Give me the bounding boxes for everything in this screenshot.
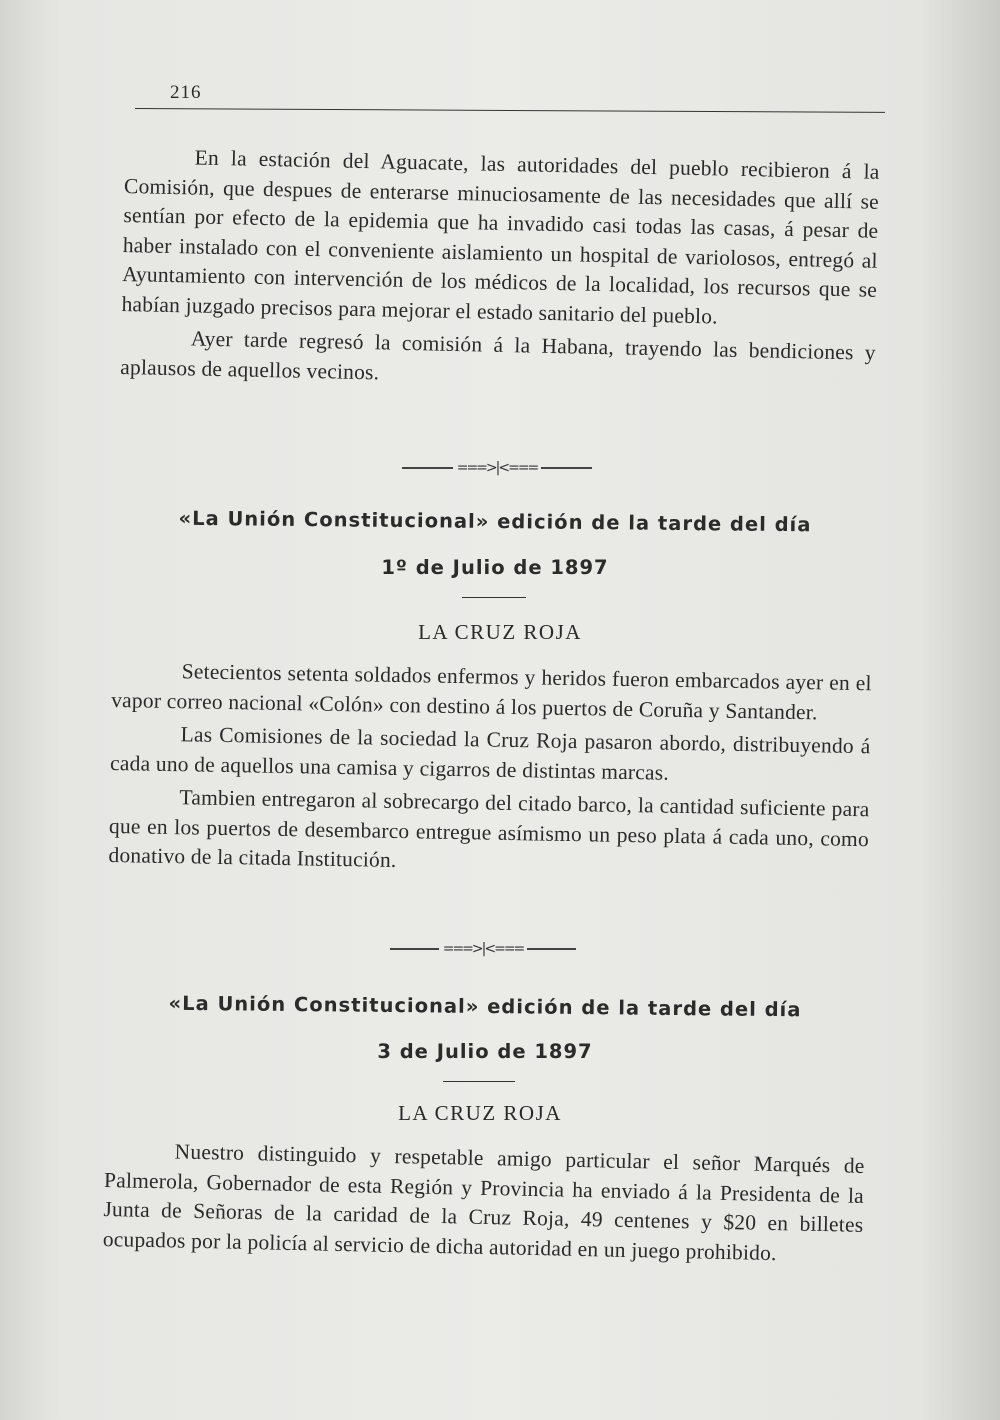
article-subheading: LA CRUZ ROJA [398, 1101, 562, 1125]
article-date: 3 de Julio de 1897 [377, 1040, 593, 1063]
ornament-glyph: ===>|<=== [442, 941, 524, 957]
article-subheading: LA CRUZ ROJA [418, 620, 582, 644]
short-rule [462, 597, 526, 598]
paragraph: Las Comisiones de la sociedad la Cruz Roja pasaron abordo, distribuyendo á cada uno de aquellos una camisa y cigarros de distintas marcas. [109, 722, 871, 785]
article-headline: «La Unión Constitucional» edición de la tarde del día [178, 506, 812, 537]
section-aguacate [120, 142, 880, 398]
short-rule [443, 1081, 515, 1082]
article-body [108, 656, 872, 884]
ornament-divider [390, 942, 576, 956]
ornament-divider [402, 461, 592, 475]
page-number: 216 [170, 82, 202, 103]
header-rule [135, 108, 885, 113]
paragraph: En la estación del Aguacate, las autoridades del pueblo recibieron á la Comisión, que despues de enterarse minuciosamente de las necesidades que allí se sentían por efecto de la epidemia que ha invadido casi todas las casas, á pesar de haber instalado con el conveniente aislamiento un hospital de variolosos, entregó al Ayuntamiento con intervención de los médicos de la localidad, los recursos que se habían juzgado precisos para mejorar el estado sanitario del pueblo. [121, 145, 880, 328]
paragraph: Nuestro distinguido y respetable amigo particular el señor Marqués de Palmerola, Gobernador de esta Región y Provincia ha enviado á la Presidenta de la Junta de Señoras de la caridad de la Cruz Roja, 49 centenes y $20 en billetes ocupados por la policía al servicio de dicha autoridad en un juego prohibido. [102, 1139, 865, 1265]
paragraph: Tambien entregaron al sobrecargo del citado barco, la cantidad suficiente para que en los puertos de desembarco entregue asímismo un peso plata á cada uno, como donativo de la citada Institución. [108, 785, 870, 872]
ornament-glyph: ===>|<=== [456, 460, 538, 476]
article-headline: «La Unión Constitucional» edición de la tarde del día [168, 991, 802, 1022]
article-date: 1º de Julio de 1897 [381, 556, 609, 579]
paragraph: Ayer tarde regresó la comisión á la Habana, trayendo las bendiciones y aplausos de aquellos vecinos. [120, 326, 877, 384]
paragraph: Setecientos setenta soldados enfermos y heridos fueron embarcados ayer en el vapor correo nacional «Colón» con destino á los puertos de Coruña y Santander. [111, 659, 872, 724]
article-body [103, 1136, 865, 1270]
